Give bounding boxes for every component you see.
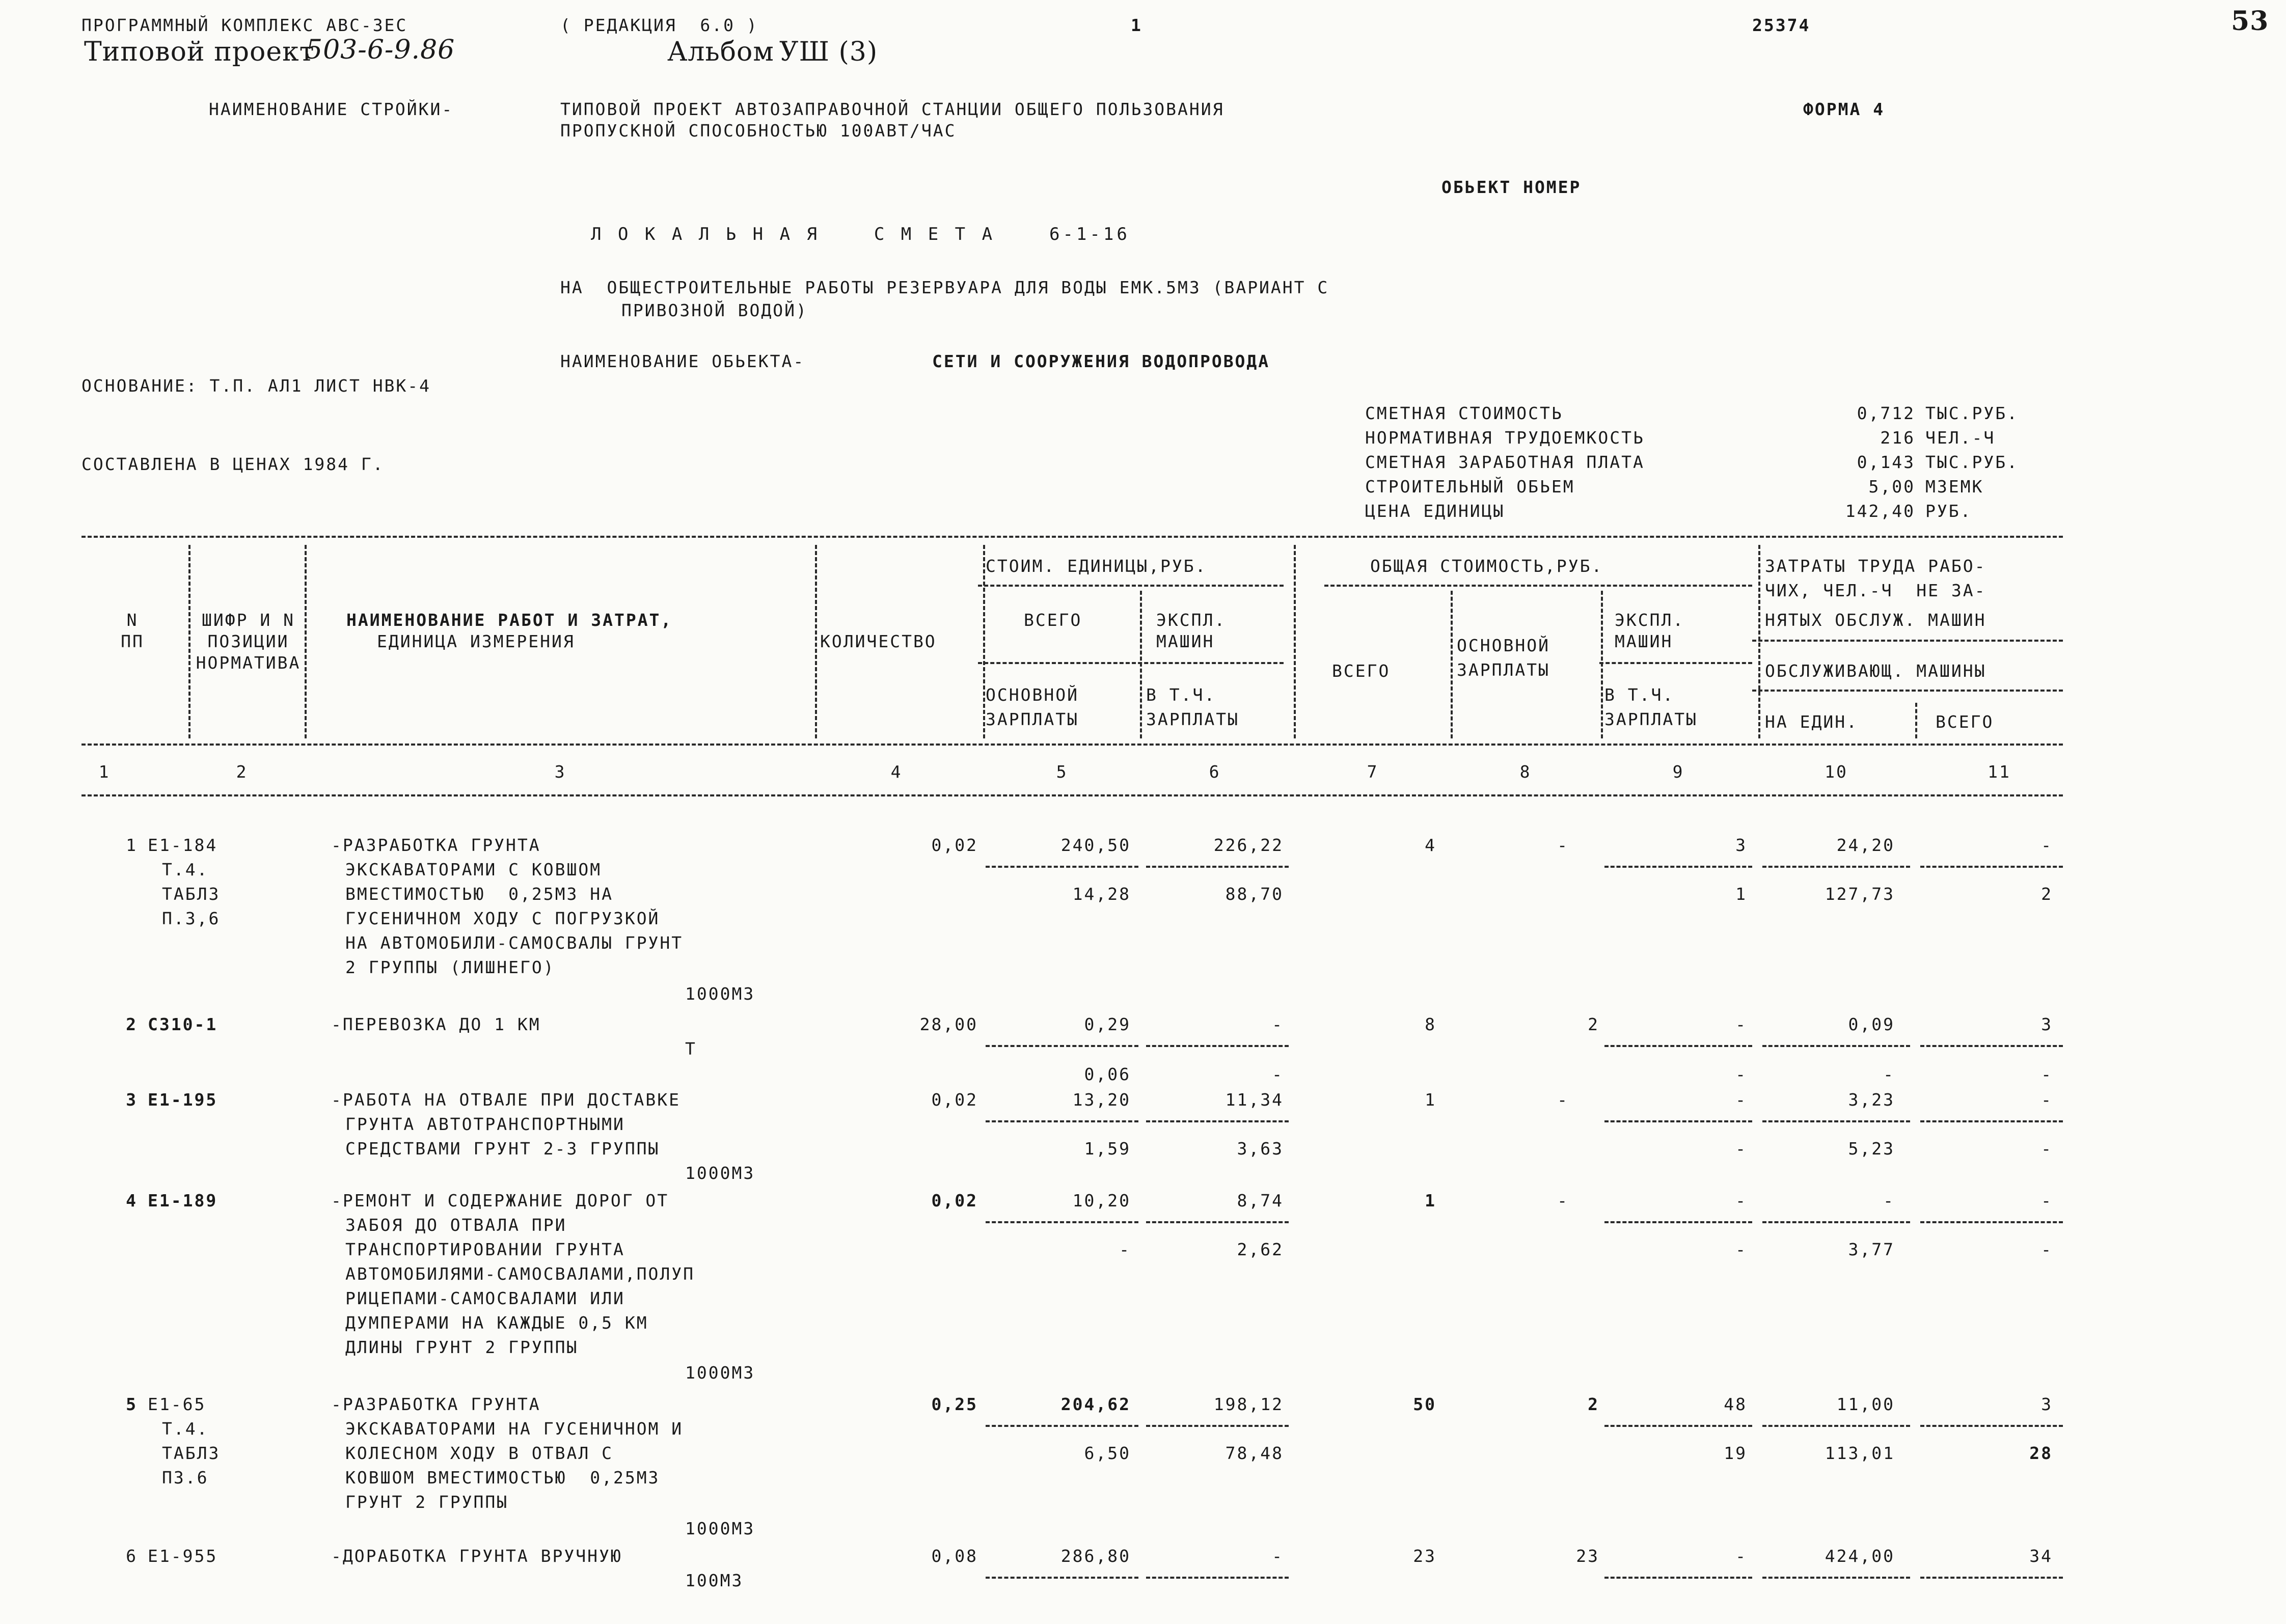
row-c11-machines: - (2041, 1064, 2053, 1084)
row-code: Е1-189 (148, 1191, 218, 1210)
page-number: 53 (2231, 6, 2269, 37)
row-name: ЭКСКАВАТОРАМИ С КОВШОМ (345, 860, 602, 879)
row-number: 1 (126, 835, 138, 855)
row-c10: - (1883, 1191, 1895, 1210)
row-code: Т.4. (162, 860, 209, 879)
rule (1920, 1045, 2063, 1047)
rule (1758, 545, 1760, 738)
rule (978, 585, 1284, 587)
column-number: 4 (890, 762, 903, 782)
row-c5-wages: 14,28 (1072, 884, 1131, 904)
estimate-subject-1: НА ОБЩЕСТРОИТЕЛЬНЫЕ РАБОТЫ РЕЗЕРВУАРА ДЛЯ ВОДЫ ЕМК.5М3 (ВАРИАНТ С (560, 278, 1329, 297)
price-basis: СОСТАВЛЕНА В ЦЕНАХ 1984 Г. (81, 454, 385, 474)
row-c5-wages: 0,06 (1084, 1064, 1131, 1084)
row-name: -РЕМОНТ И СОДЕРЖАНИЕ ДОРОГ ОТ (331, 1191, 669, 1210)
rule (1762, 1577, 1910, 1579)
row-unit: 1000М3 (685, 1163, 755, 1183)
album-number: УШ (3) (779, 37, 878, 67)
row-c9-wages: 1 (1735, 884, 1747, 904)
rule (1604, 1045, 1752, 1047)
row-name: ЗАБОЯ ДО ОТВАЛА ПРИ (345, 1215, 567, 1235)
col2-header-2: ПОЗИЦИИ (207, 631, 289, 651)
labor-sub-header: ОБСЛУЖИВАЮЩ. МАШИНЫ (1765, 661, 1986, 681)
rule (1752, 690, 2063, 692)
row-c9-wages: - (1735, 1064, 1747, 1084)
row-c9: - (1735, 1090, 1747, 1110)
row-c7: 50 (1413, 1394, 1436, 1414)
labor-total-header: ВСЕГО (1936, 712, 1994, 732)
project-number: 503-6-9.86 (306, 35, 455, 65)
rule (1762, 1120, 1910, 1122)
row-name: ДЛИНЫ ГРУНТ 2 ГРУППЫ (345, 1337, 579, 1357)
row-c10: 0,09 (1848, 1014, 1895, 1034)
row-code: С310-1 (148, 1014, 218, 1034)
row-qty: 0,02 (931, 835, 978, 855)
total-header: ВСЕГО (1332, 661, 1391, 681)
rule (305, 545, 307, 738)
total-wages-header-1: ОСНОВНОЙ (1457, 636, 1550, 655)
col2-header-3: НОРМАТИВА (196, 653, 301, 673)
rule (1604, 1221, 1752, 1223)
rule (1920, 1221, 2063, 1223)
row-qty: 28,00 (919, 1014, 978, 1034)
row-c11: - (2041, 1191, 2053, 1210)
unit-incl-wages-header-2: ЗАРПЛАТЫ (1146, 709, 1239, 729)
row-c10: 3,23 (1848, 1090, 1895, 1110)
summary-unit: М3ЕМК (1925, 477, 1984, 497)
row-c11: 3 (2041, 1014, 2053, 1034)
row-c5: 0,29 (1084, 1014, 1131, 1034)
rule (1146, 1577, 1289, 1579)
row-c11: 34 (2029, 1546, 2053, 1566)
total-incl-wages-header-1: В Т.Ч. (1604, 685, 1675, 705)
row-c6: - (1272, 1546, 1284, 1566)
summary-label: НОРМАТИВНАЯ ТРУДОЕМКОСТЬ (1365, 428, 1645, 448)
rule (1920, 1120, 2063, 1122)
row-unit: 1000М3 (685, 984, 755, 1004)
row-c9-wages: 19 (1724, 1443, 1747, 1463)
row-c11: - (2041, 835, 2053, 855)
column-number: 7 (1367, 762, 1379, 782)
row-c5-wages: 1,59 (1084, 1139, 1131, 1159)
row-number: 5 (126, 1394, 138, 1414)
edition: ( РЕДАКЦИЯ 6.0 ) (560, 15, 758, 35)
row-c10-machines: 5,23 (1848, 1139, 1895, 1159)
row-name: СРЕДСТВАМИ ГРУНТ 2-3 ГРУППЫ (345, 1139, 660, 1159)
total-cost-header: ОБЩАЯ СТОИМОСТЬ,РУБ. (1370, 556, 1603, 576)
row-c9: - (1735, 1546, 1747, 1566)
summary-label: СМЕТНАЯ ЗАРАБОТНАЯ ПЛАТА (1365, 452, 1645, 472)
column-number: 11 (1988, 762, 2011, 782)
rule (1140, 591, 1142, 738)
row-c11: 3 (2041, 1394, 2053, 1414)
row-c11-machines: 2 (2041, 884, 2053, 904)
row-number: 3 (126, 1090, 138, 1110)
column-number: 2 (236, 762, 248, 782)
row-qty: 0,25 (931, 1394, 978, 1414)
row-name: ГРУНТ 2 ГРУППЫ (345, 1492, 509, 1512)
rule (1146, 1425, 1289, 1427)
estimate-subject-2: ПРИВОЗНОЙ ВОДОЙ) (621, 300, 808, 320)
row-name: ДУМПЕРАМИ НА КАЖДЫЕ 0,5 КМ (345, 1313, 648, 1333)
row-name: -РАЗРАБОТКА ГРУНТА (331, 835, 541, 855)
row-name: -ПЕРЕВОЗКА ДО 1 КМ (331, 1014, 541, 1034)
total-incl-wages-header-2: ЗАРПЛАТЫ (1604, 709, 1698, 729)
row-c11-machines: - (2041, 1240, 2053, 1259)
row-unit: 1000М3 (685, 1519, 755, 1538)
summary-label: СТРОИТЕЛЬНЫЙ ОБЬЕМ (1365, 477, 1575, 497)
rule (1920, 1425, 2063, 1427)
rule (1762, 1221, 1910, 1223)
col1-header-1: N (126, 610, 139, 630)
column-number: 5 (1056, 762, 1068, 782)
row-c11: - (2041, 1090, 2053, 1110)
row-c6: 8,74 (1237, 1191, 1284, 1210)
row-c8: 23 (1576, 1546, 1599, 1566)
row-name: КОЛЕСНОМ ХОДУ В ОТВАЛ С (345, 1443, 613, 1463)
unit-wages-header-2: ЗАРПЛАТЫ (986, 709, 1079, 729)
rule (983, 545, 985, 738)
row-c6-wages: 2,62 (1237, 1240, 1284, 1259)
row-c5: 286,80 (1060, 1546, 1131, 1566)
row-c7: 4 (1425, 835, 1436, 855)
object-name: СЕТИ И СООРУЖЕНИЯ ВОДОПРОВОДА (932, 351, 1270, 371)
rule (81, 536, 2063, 538)
row-c10-machines: 3,77 (1848, 1240, 1895, 1259)
summary-unit: РУБ. (1925, 501, 1972, 521)
rule (81, 744, 2063, 746)
program-name: ПРОГРАММНЫЙ КОМПЛЕКС АВС-3ЕС (81, 15, 408, 35)
row-c8: - (1557, 1191, 1569, 1210)
column-number: 10 (1825, 762, 1848, 782)
rule (986, 1577, 1138, 1579)
summary-label: СМЕТНАЯ СТОИМОСТЬ (1365, 403, 1563, 423)
col3-header-2: ЕДИНИЦА ИЗМЕРЕНИЯ (377, 631, 575, 651)
rule (986, 866, 1138, 868)
unit-machines-header-2: МАШИН (1156, 631, 1215, 651)
row-qty: 0,02 (931, 1191, 978, 1210)
column-number: 1 (98, 762, 111, 782)
column-number: 3 (554, 762, 566, 782)
summary-unit: ТЫС.РУБ. (1925, 403, 2019, 423)
row-unit: 100М3 (685, 1571, 744, 1590)
row-c9: 48 (1724, 1394, 1747, 1414)
row-c5: 240,50 (1060, 835, 1131, 855)
row-c6-wages: 88,70 (1225, 884, 1284, 904)
rule (1324, 585, 1752, 587)
row-name: ЭКСКАВАТОРАМИ НА ГУСЕНИЧНОМ И (345, 1419, 684, 1439)
row-name: КОВШОМ ВМЕСТИМОСТЬЮ 0,25М3 (345, 1468, 660, 1488)
rule (1599, 662, 1752, 664)
row-name: РИЦЕПАМИ-САМОСВАЛАМИ ИЛИ (345, 1288, 625, 1308)
document-code: 25374 (1752, 15, 1811, 35)
labor-header-2: ЧИХ, ЧЕЛ.-Ч НЕ ЗА- (1765, 581, 1986, 600)
row-code: Т.4. (162, 1419, 209, 1439)
rule (986, 1221, 1138, 1223)
row-number: 4 (126, 1191, 138, 1210)
total-wages-header-2: ЗАРПЛАТЫ (1457, 660, 1550, 680)
construction-name-2: ПРОПУСКНОЙ СПОСОБНОСТЬЮ 100АВТ/ЧАС (560, 121, 957, 141)
rule (1146, 1120, 1289, 1122)
rule (1762, 1425, 1910, 1427)
rule (815, 545, 817, 738)
basis: ОСНОВАНИЕ: Т.П. АЛ1 ЛИСТ НВК-4 (81, 376, 431, 396)
unit-incl-wages-header-1: В Т.Ч. (1146, 685, 1216, 705)
row-c9: - (1735, 1191, 1747, 1210)
rule (986, 1045, 1138, 1047)
row-code: Е1-195 (148, 1090, 218, 1110)
summary-unit: ЧЕЛ.-Ч (1925, 428, 1996, 448)
row-c6: 226,22 (1213, 835, 1284, 855)
row-c8: - (1557, 835, 1569, 855)
row-unit: 1000М3 (685, 1363, 755, 1383)
object-number-label: ОБЬЕКТ НОМЕР (1441, 177, 1582, 197)
row-code: Е1-955 (148, 1546, 218, 1566)
labor-header-1: ЗАТРАТЫ ТРУДА РАБО- (1765, 556, 1986, 576)
row-c10: 24,20 (1836, 835, 1895, 855)
row-name: АВТОМОБИЛЯМИ-САМОСВАЛАМИ,ПОЛУП (345, 1264, 695, 1284)
object-label: НАИМЕНОВАНИЕ ОБЬЕКТА- (560, 351, 805, 371)
row-code: Е1-184 (148, 835, 218, 855)
summary-value: 0,143 (1857, 452, 1915, 472)
row-c6: - (1272, 1014, 1284, 1034)
unit-cost-header: СТОИМ. ЕДИНИЦЫ,РУБ. (986, 556, 1207, 576)
row-c6: 198,12 (1213, 1394, 1284, 1414)
col3-header-1: НАИМЕНОВАНИЕ РАБОТ И ЗАТРАТ, (346, 610, 673, 630)
row-c10: 11,00 (1836, 1394, 1895, 1414)
rule (1146, 866, 1289, 868)
rule (1601, 591, 1603, 738)
rule (81, 794, 2063, 796)
rule (986, 1425, 1138, 1427)
row-c7: 1 (1425, 1090, 1436, 1110)
row-c10-machines: - (1883, 1064, 1895, 1084)
total-machines-header-2: МАШИН (1615, 631, 1673, 651)
rule (1762, 1045, 1910, 1047)
row-c9: - (1735, 1014, 1747, 1034)
row-c6-wages: 3,63 (1237, 1139, 1284, 1159)
row-c10-machines: 113,01 (1825, 1443, 1895, 1463)
rule (1752, 640, 2063, 642)
sheet-number: 1 (1131, 15, 1142, 35)
summary-label: ЦЕНА ЕДИНИЦЫ (1365, 501, 1505, 521)
row-c10: 424,00 (1825, 1546, 1895, 1566)
rule (1604, 1577, 1752, 1579)
row-name: НА АВТОМОБИЛИ-САМОСВАЛЫ ГРУНТ (345, 933, 684, 953)
rule (1915, 703, 1917, 738)
row-qty: 0,08 (931, 1546, 978, 1566)
row-c7: 8 (1425, 1014, 1436, 1034)
row-code: ТАБЛ3 (162, 1443, 221, 1463)
project-label: Типовой проект (84, 37, 315, 67)
row-c9-wages: - (1735, 1240, 1747, 1259)
unit-machines-header-1: ЭКСПЛ. (1156, 610, 1227, 630)
col2-header-1: ШИФР И N (202, 610, 295, 630)
estimate-title: Л О К А Л Ь Н А Я С М Е Т А 6-1-16 (591, 224, 1130, 244)
row-name: 2 ГРУППЫ (ЛИШНЕГО) (345, 957, 555, 977)
row-c5: 10,20 (1072, 1191, 1131, 1210)
rule (1294, 545, 1296, 738)
row-unit: Т (685, 1039, 697, 1059)
row-c6-wages: - (1272, 1064, 1284, 1084)
row-c8: 2 (1588, 1394, 1599, 1414)
row-c10-machines: 127,73 (1825, 884, 1895, 904)
row-code: П3.6 (162, 1468, 209, 1488)
row-c7: 1 (1425, 1191, 1436, 1210)
row-c5-wages: 6,50 (1084, 1443, 1131, 1463)
row-name: -РАЗРАБОТКА ГРУНТА (331, 1394, 541, 1414)
rule (1762, 866, 1910, 868)
row-name: ВМЕСТИМОСТЬЮ 0,25М3 НА (345, 884, 613, 904)
rule (986, 1120, 1138, 1122)
rule (1920, 866, 2063, 868)
summary-value: 5,00 (1868, 477, 1915, 497)
rule (1604, 1120, 1752, 1122)
summary-value: 0,712 (1857, 403, 1915, 423)
form-number: ФОРМА 4 (1803, 99, 1885, 119)
summary-value: 216 (1880, 428, 1915, 448)
unit-wages-header-1: ОСНОВНОЙ (986, 685, 1079, 705)
summary-value: 142,40 (1845, 501, 1915, 521)
row-number: 6 (126, 1546, 138, 1566)
col4-header: КОЛИЧЕСТВО (820, 631, 937, 651)
col1-header-2: ПП (121, 631, 144, 651)
row-c11-machines: 28 (2029, 1443, 2053, 1463)
row-code: ТАБЛ3 (162, 884, 221, 904)
row-c5: 204,62 (1060, 1394, 1131, 1414)
row-c6-wages: 78,48 (1225, 1443, 1284, 1463)
album-label: Альбом (667, 37, 774, 67)
row-c5: 13,20 (1072, 1090, 1131, 1110)
row-name: -ДОРАБОТКА ГРУНТА ВРУЧНУЮ (331, 1546, 622, 1566)
row-number: 2 (126, 1014, 138, 1034)
row-c7: 23 (1413, 1546, 1436, 1566)
rule (1604, 1425, 1752, 1427)
summary-unit: ТЫС.РУБ. (1925, 452, 2019, 472)
total-machines-header-1: ЭКСПЛ. (1615, 610, 1685, 630)
row-name: ТРАНСПОРТИРОВАНИИ ГРУНТА (345, 1240, 625, 1259)
unit-total-header: ВСЕГО (1024, 610, 1082, 630)
construction-label: НАИМЕНОВАНИЕ СТРОЙКИ- (209, 99, 454, 119)
column-number: 8 (1519, 762, 1532, 782)
rule (1451, 591, 1453, 738)
row-name: -РАБОТА НА ОТВАЛЕ ПРИ ДОСТАВКЕ (331, 1090, 681, 1110)
rule (1146, 1221, 1289, 1223)
row-c11-machines: - (2041, 1139, 2053, 1159)
labor-header-3: НЯТЫХ ОБСЛУЖ. МАШИН (1765, 610, 1986, 630)
rule (1146, 1045, 1289, 1047)
row-code: П.3,6 (162, 909, 221, 928)
row-code: Е1-65 (148, 1394, 206, 1414)
row-c5-wages: - (1119, 1240, 1131, 1259)
row-c6: 11,34 (1225, 1090, 1284, 1110)
row-c9-wages: - (1735, 1139, 1747, 1159)
rule (1920, 1577, 2063, 1579)
row-name: ГУСЕНИЧНОМ ХОДУ С ПОГРУЗКОЙ (345, 909, 660, 928)
row-c8: - (1557, 1090, 1569, 1110)
per-unit-header: НА ЕДИН. (1765, 712, 1858, 732)
construction-name-1: ТИПОВОЙ ПРОЕКТ АВТОЗАПРАВОЧНОЙ СТАНЦИИ ОБЩЕГО ПОЛЬЗОВАНИЯ (560, 99, 1224, 119)
rule (188, 545, 190, 738)
row-c9: 3 (1735, 835, 1747, 855)
row-c8: 2 (1588, 1014, 1599, 1034)
row-name: ГРУНТА АВТОТРАНСПОРТНЫМИ (345, 1114, 625, 1134)
rule (1604, 866, 1752, 868)
row-qty: 0,02 (931, 1090, 978, 1110)
rule (978, 662, 1284, 664)
column-number: 6 (1209, 762, 1221, 782)
column-number: 9 (1672, 762, 1684, 782)
